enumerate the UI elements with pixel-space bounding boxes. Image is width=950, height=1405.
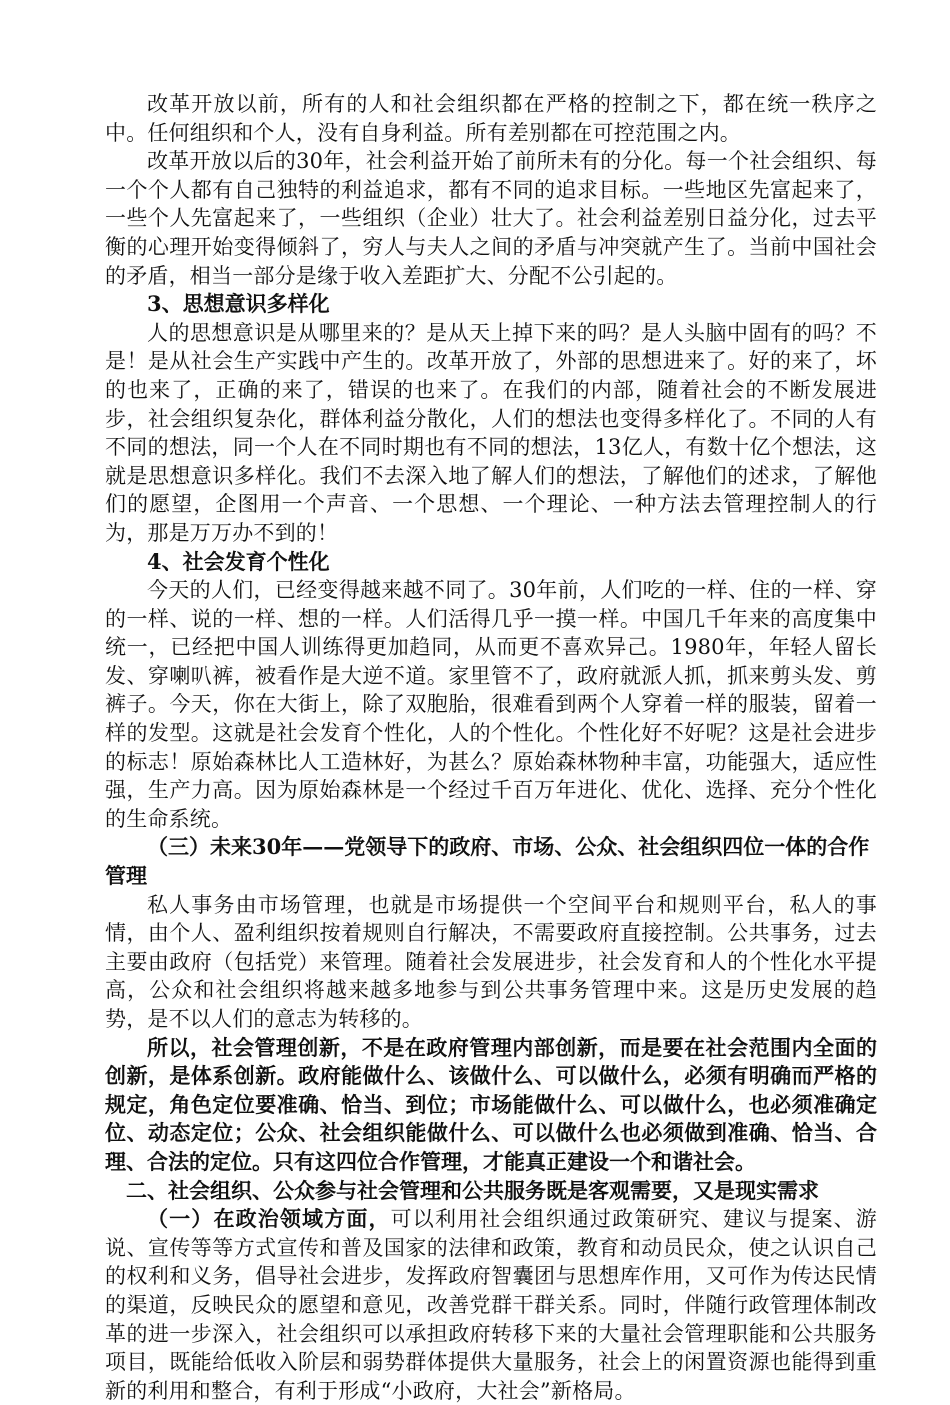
political-field-lead: （一）在政治领域方面，: [147, 1206, 391, 1232]
paragraph-political-field: [105, 1205, 877, 1405]
heading-social-individualization: 4、社会发育个性化: [147, 548, 330, 574]
heading-ideology-diversity: 3、思想意识多样化: [147, 291, 330, 317]
paragraph-reform-after: 改革开放以后的30年，社会利益开始了前所未有的分化。每一个社会组织、每一个个人都有自己独特的利益追求，都有不同的追求目标。一些地区先富起来了，一些个人先富起来了，一些组织（企业）壮大了。社会利益差别日益分化，过去平衡的心理开始变得倾斜了，穷人与夫人之间的矛盾与冲突就产生了。当前中国社会的矛盾，相当一部分是缘于收入差距扩大、分配不公引起的。: [105, 149, 877, 288]
paragraph-individualization: 今天的人们，已经变得越来越不同了。30年前，人们吃的一样、住的一样、穿的一样、说的一样、想的一样。人们活得几乎一摸一样。中国几千年来的高度集中统一，已经把中国人训练得更加趋同，从而更不喜欢异己。1980年，年轻人留长发、穿喇叭裤，被看作是大逆不道。家里管不了，政府就派人抓，抓来剪头发、剪裤子。今天，你在大街上，除了双胞胎，很难看到两个人穿着一样的服装，留着一样的发型。这就是社会发育个性化，人的个性化。个性化好不好呢？这是社会进步的标志！原始森林比人工造林好，为甚么？原始森林物种丰富，功能强大，适应性强，生产力高。因为原始森林是一个经过千百万年进化、优化、选择、充分个性化的生命系统。: [105, 578, 877, 831]
heading-future-30-years: （三）未来30年——党领导下的政府、市场、公众、社会组织四位一体的合作管理: [105, 834, 870, 889]
paragraph-reform-before: 改革开放以前，所有的人和社会组织都在严格的控制之下，都在统一秩序之中。任何组织和个人，没有自身利益。所有差别都在可控范围之内。: [105, 92, 877, 145]
paragraph-ideology: 人的思想意识是从哪里来的？是从天上掉下来的吗？是人头脑中固有的吗？不是！是从社会生产实践中产生的。改革开放了，外部的思想进来了。好的来了，坏的也来了，正确的来了，错误的也来了。在我们的内部，随着社会的不断发展进步，社会组织复杂化，群体利益分散化，人们的想法也变得多样化了。不同的人有不同的想法，同一个人在不同时期也有不同的想法，13亿人，有数十亿个想法，这就是思想意识多样化。我们不去深入地了解人们的想法，了解他们的述求，了解他们的愿望，企图用一个声音、一个思想、一个理论、一种方法去管理控制人的行为，那是万万办不到的！: [105, 320, 877, 545]
paragraph-innovation-summary: 所以，社会管理创新，不是在政府管理内部创新，而是要在社会范围内全面的创新，是体系创新。政府能做什么、该做什么、可以做什么，必须有明确而严格的规定，角色定位要准确、恰当、到位；市场能做什么、可以做什么，也必须准确定位、动态定位；公众、社会组织能做什么、可以做什么也必须做到准确、恰当、合理、合法的定位。只有这四位合作管理，才能真正建设一个和谐社会。: [105, 1034, 877, 1174]
political-field-body: 可以利用社会组织通过政策研究、建议与提案、游说、宣传等等方式宣传和普及国家的法律和政策，教育和动员民众，使之认识自己的权利和义务，倡导社会进步，发挥政府智囊团与思想库作用，又可作为传达民情的渠道，反映民众的愿望和意见，改善党群干群关系。同时，伴随行政管理体制改革的进一步深入，社会组织可以承担政府转移下来的大量社会管理职能和公共服务项目，既能给低收入阶层和弱势群体提供大量服务，社会上的闲置资源也能得到重新的利用和整合，有利于形成“小政府，大社会”新格局。: [105, 1207, 877, 1403]
section-title-two: 二、社会组织、公众参与社会管理和公共服务既是客观需要，又是现实需求: [126, 1177, 819, 1203]
document-page: [105, 90, 877, 1405]
paragraph-private-affairs: 私人事务由市场管理，也就是市场提供一个空间平台和规则平台，私人的事情，由个人、盈利组织按着规则自行解决，不需要政府直接控制。公共事务，过去主要由政府（包括党）来管理。随着社会发展进步，社会发育和人的个性化水平提高，公众和社会组织将越来越多地参与到公共事务管理中来。这是历史发展的趋势，是不以人们的意志为转移的。: [105, 892, 877, 1031]
